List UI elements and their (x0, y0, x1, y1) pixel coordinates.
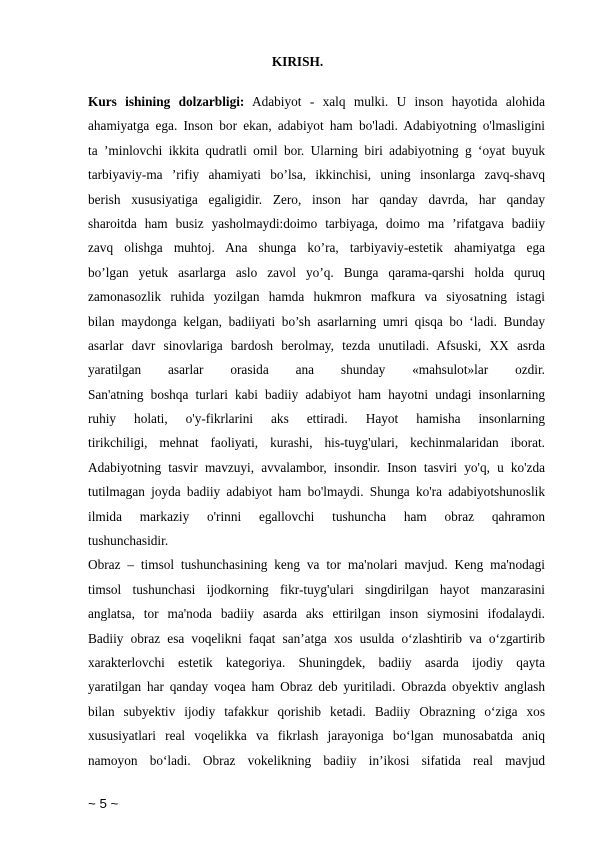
paragraph-line: asarlar davr sinovlariga bardosh berolmay, tezda unutiladi. Afsuski, XX asrda (88, 337, 545, 353)
paragraph-line: tutilmagan joyda badiiy adabiyot ham bo'lmaydi. Shunga ko'ra adabiyotshunoslik (88, 484, 545, 500)
paragraph-line: Badiiy obraz esa voqelikni faqat san’atga xos usulda o‘zlashtirib va o‘zgartirib (88, 630, 545, 646)
paragraph-line: Obraz – timsol tushunchasining keng va tor ma'nolari mavjud. Keng ma'nodagi (88, 557, 545, 573)
page-number: ~ 5 ~ (88, 796, 119, 811)
paragraph-line-text: Adabiyot - xalq mulki. U inson hayotida alohida (244, 94, 545, 109)
paragraph-line: zamonasozlik ruhida yozilgan hamda hukmron mafkura va siyosatning istagi (88, 289, 545, 305)
page-title: KIRISH. (271, 54, 324, 69)
paragraph-line: anglatsa, tor ma'noda badiiy asarda aks ettirilgan inson siymosini ifodalaydi. (88, 606, 545, 622)
paragraph-line: San'atning boshqa turlari kabi badiiy adabiyot ham hayotni undagi insonlarning (88, 386, 545, 402)
paragraph-line: bo’lgan yetuk asarlarga aslo zavol yo’q. Bunga qarama-qarshi holda quruq (88, 264, 545, 280)
paragraph-line: namoyon bo‘ladi. Obraz vokelikning badiiy in’ikosi sifatida real mavjud (88, 752, 545, 768)
paragraph-line: xarakterlovchi estetik kategoriya. Shuningdek, badiiy asarda ijodiy qayta (88, 654, 545, 670)
paragraph-line: Adabiyotning tasvir mavzuyi, avvalambor, insondir. Inson tasviri yo'q, u ko'zda (88, 459, 545, 475)
paragraph-line: berish xususiyatiga egaligidir. Zero, inson har qanday davrda, har qanday (88, 191, 545, 207)
paragraph-line: ta ’minlovchi ikkita qudratli omil bor. Ularning biri adabiyotning g ‘oyat buyuk (88, 142, 545, 158)
paragraph-line: timsol tushunchasi ijodkorning fikr-tuyg'ulari singdirilgan hayot manzarasini (88, 581, 545, 597)
paragraph-line: xususiyatlari real voqelikka va fikrlash jarayoniga bo‘lgan munosabatda aniq (88, 728, 545, 744)
paragraph-line: yaratilgan har qanday voqea ham Obraz deb yuritiladi. Obrazda obyektiv anglash (88, 679, 545, 695)
paragraph-line: yaratilgan asarlar orasida ana shunday «mahsulot»lar ozdir. (88, 362, 545, 378)
paragraph-line: sharoitda ham busiz yasholmaydi:doimo tarbiyaga, doimo ma ’rifatgava badiiy (88, 215, 545, 231)
paragraph-line: ahamiyatga ega. Inson bor ekan, adabiyot ham bo'ladi. Adabiyotning o'lmasligini (88, 118, 545, 134)
paragraph-line: zavq olishga muhtoj. Ana shunga ko’ra, tarbiyaviy-estetik ahamiyatga ega (88, 240, 545, 256)
paragraph-line: ruhiy holati, o'y-fikrlarini aks ettiradi. Hayot hamisha insonlarning (88, 411, 545, 427)
paragraph-line: tirikchiligi, mehnat faoliyati, kurashi, his-tuyg'ulari, kechinmalaridan iborat. (88, 435, 545, 451)
paragraph-line: ilmida markaziy o'rinni egallovchi tushuncha ham obraz qahramon (88, 508, 545, 524)
document-body (88, 90, 545, 773)
paragraph-line (88, 90, 545, 114)
paragraph-line: bilan subyektiv ijodiy tafakkur qorishib ketadi. Badiiy Obrazning o‘ziga xos (88, 703, 545, 719)
paragraph-line: bilan maydonga kelgan, badiiyati bo’sh asarlarning umri qisqa bo ‘ladi. Bunday (88, 313, 545, 329)
paragraph-lead: Kurs ishining dolzarbligi: (88, 94, 245, 109)
paragraph-line: tarbiyaviy-ma ’rifiy ahamiyati bo’lsa, ikkinchisi, uning insonlarga zavq-shavq (88, 167, 545, 183)
paragraph-line: tushunchasidir. (88, 533, 169, 549)
